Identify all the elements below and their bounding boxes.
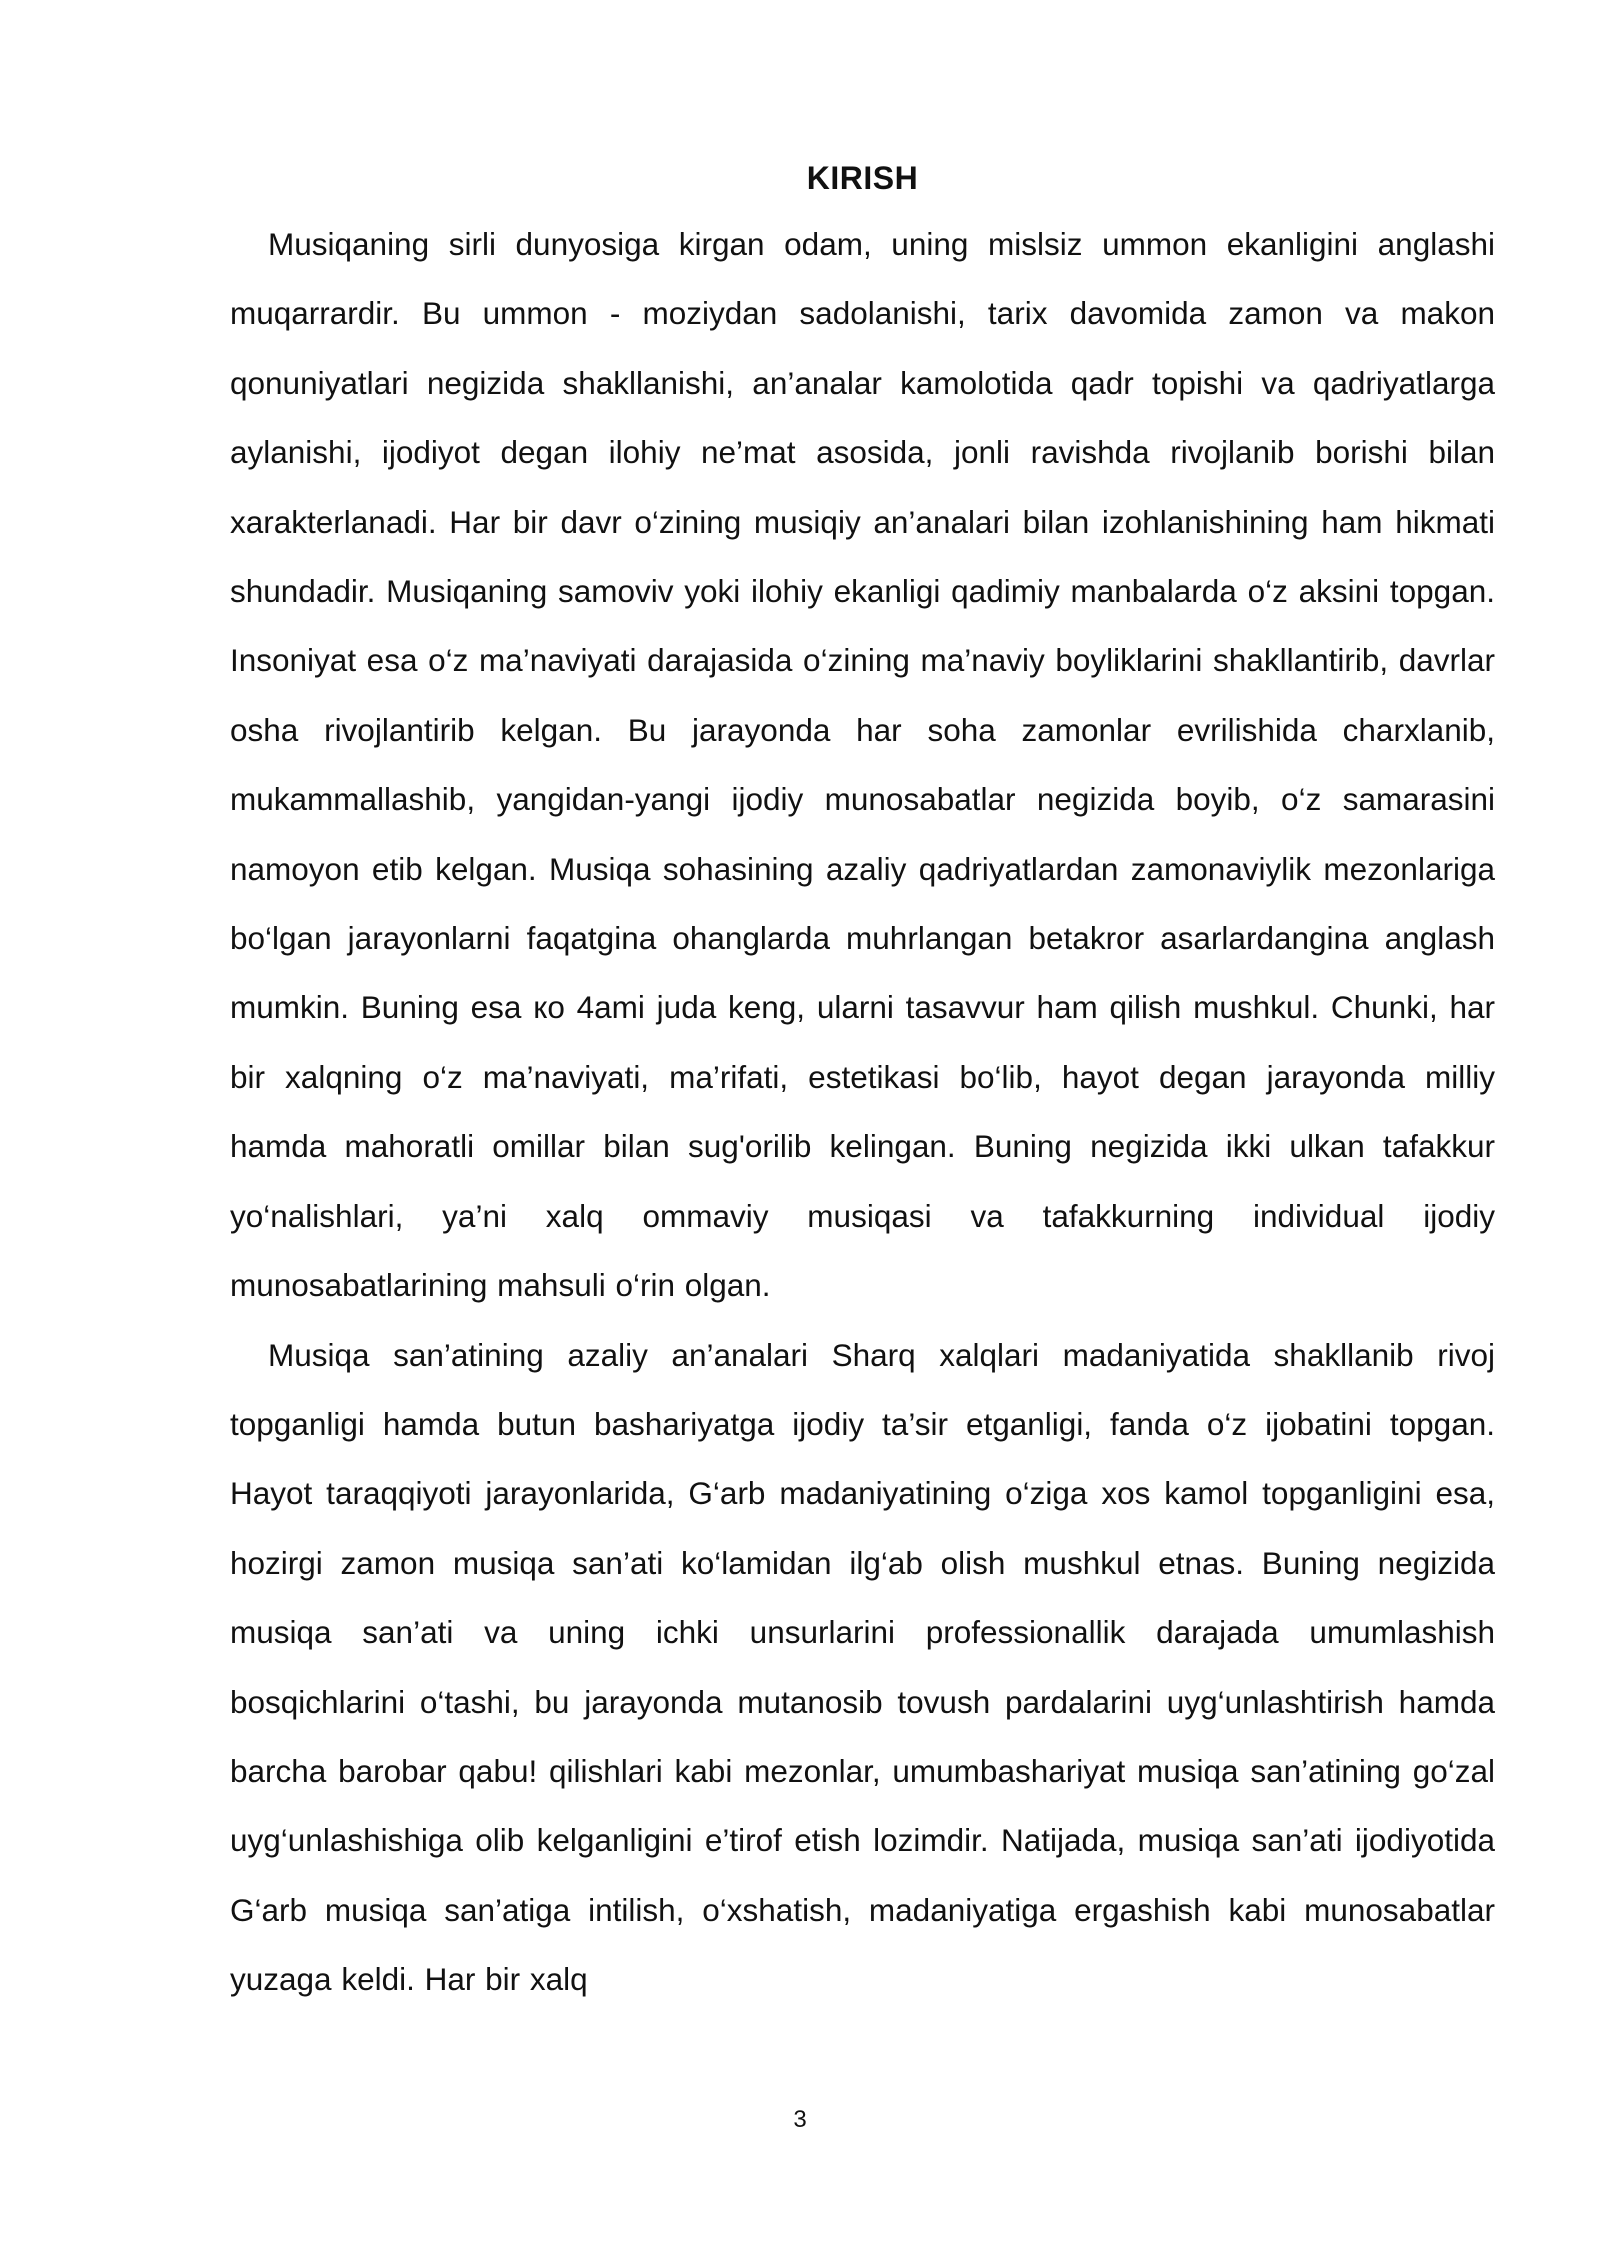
page-content xyxy=(230,150,1495,2015)
paragraph-1: Musiqaning sirli dunyosiga kirgan odam, uning mislsiz ummon ekanligini anglashi muqarrardir. Bu ummon - moziydan sadolanishi, tarix davomida zamon va makon qonuniyatlari negizida shakllanishi, an’analar kamolotida qadr topishi va qadriyatlarga aylanishi, ijodiyot degan ilohiy ne’mat asosida, jonli ravishda rivojlanib borishi bilan xarakterlanadi. Har bir davr o‘zining musiqiy an’analari bilan izohlanishining ham hikmati shundadir. Musiqaning samoviv yoki ilohiy ekanligi qadimiy manbalarda o‘z aksini topgan. Insoniyat esa o‘z ma’naviyati darajasida o‘zining ma’naviy boyliklarini shakllantirib, davrlar osha rivojlantirib kelgan. Bu jarayonda har soha zamonlar evrilishida charxlanib, mukammallashib, yangidan-yangi ijodiy munosabatlar negizida boyib, o‘z samarasini namoyon etib kelgan. Musiqa sohasining azaliy qadriyatlardan zamonaviylik mezonlariga bo‘lgan jarayonlarni faqatgina ohanglarda muhrlangan betakror asarlardangina anglash mumkin. Buning esa ко 4ami juda keng, ularni tasavvur ham qilish mushkul. Chunki, har bir xalqning o‘z ma’naviyati, ma’rifati, estetikasi bo‘lib, hayot degan jarayonda milliy hamda mahoratli omillar bilan sug'orilib kelingan. Buning negizida ikki ulkan tafakkur yo‘nalishlari, ya’ni xalq ommaviy musiqasi va tafakkurning individual ijodiy munosabatlarining mahsuli o‘rin olgan. xyxy=(230,226,1495,1304)
chapter-title: KIRISH xyxy=(806,160,919,196)
paragraph-2: Musiqa san’atining azaliy an’analari Sharq xalqlari madaniyatida shakllanib rivoj topganligi hamda butun bashariyatga ijodiy ta’sir etganligi, fanda o‘z ijobatini topgan. Hayot taraqqiyoti jarayonlarida, G‘arb madaniyatining o‘ziga xos kamol topganligini esa, hozirgi zamon musiqa san’ati ko‘lamidan ilg‘ab olish mushkul etnas. Buning negizida musiqa san’ati va uning ichki unsurlarini professionallik darajada umumlashish bosqichlarini o‘tashi, bu jarayonda mutanosib tovush pardalarini uyg‘unlashtirish hamda barcha barobar qabu! qilishlari kabi mezonlar, umumbashariyat musiqa san’atining go‘zal uyg‘unlashishiga olib kelganligini e’tirof etish lozimdir. Natijada, musiqa san’ati ijodiyotida G‘arb musiqa san’atiga intilish, o‘xshatish, madaniyatiga ergashish kabi munosabatlar yuzaga keldi. Har bir xalq xyxy=(230,1336,1495,1998)
page-number: 3 xyxy=(793,2106,807,2133)
